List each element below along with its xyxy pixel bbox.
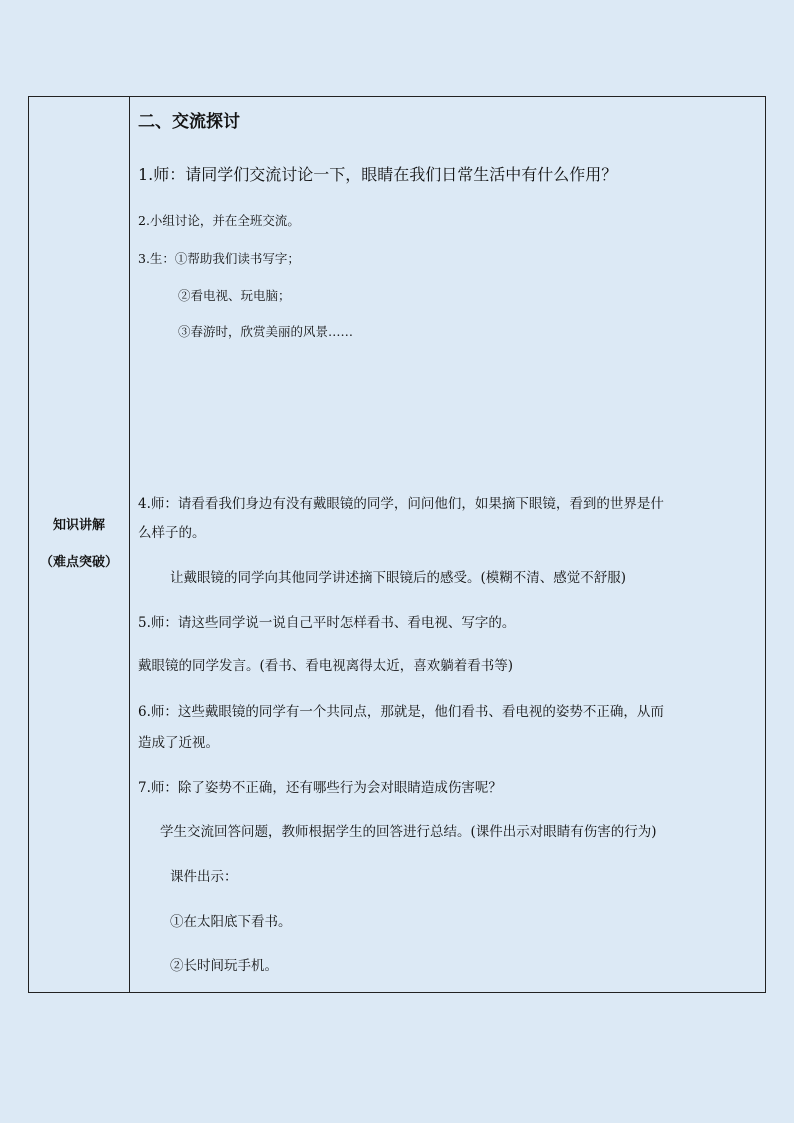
paragraph-7: 7.师：除了姿势不正确，还有哪些行为会对眼睛造成伤害呢？ [138,780,502,796]
paragraph-5-detail: 戴眼镜的同学发言。(看书、看电视离得太近，喜欢躺着看书等) [138,658,514,674]
paragraph-2: 2.小组讨论，并在全班交流。 [138,213,300,228]
content-heading: 二、交流探讨 [138,112,240,132]
paragraph-4-line-2: 么样子的。 [138,525,206,541]
courseware-label: 课件出示： [170,869,238,885]
section-label-cell [29,97,130,992]
paragraph-3-item-2: ②看电视、玩电脑； [178,288,291,303]
courseware-item-1: ①在太阳底下看书。 [170,914,292,930]
content-cell [130,97,765,992]
section-subtitle: （难点突破） [39,555,118,570]
lesson-table [28,96,766,993]
paragraph-3: 3.生：①帮助我们读书写字； [138,251,300,266]
paragraph-1: 1.师：请同学们交流讨论一下，眼睛在我们日常生活中有什么作用？ [138,165,618,184]
paragraph-5: 5.师：请这些同学说一说自己平时怎样看书、看电视、写字的。 [138,615,516,631]
paragraph-6-line-1: 6.师：这些戴眼镜的同学有一个共同点，那就是，他们看书、看电视的姿势不正确，从而 [138,704,664,720]
courseware-item-2: ②长时间玩手机。 [170,958,278,974]
paragraph-3-item-3: ③春游时，欣赏美丽的风景…… [178,324,354,339]
paragraph-6-line-2: 造成了近视。 [138,735,219,751]
paragraph-4-line-1: 4.师：请看看我们身边有没有戴眼镜的同学，问问他们，如果摘下眼镜，看到的世界是什 [138,496,664,512]
section-title: 知识讲解 [52,518,105,533]
paragraph-7-summary: 学生交流回答问题，教师根据学生的回答进行总结。(课件出示对眼睛有伤害的行为) [160,824,657,840]
paragraph-4-detail: 让戴眼镜的同学向其他同学讲述摘下眼镜后的感受。(模糊不清、感觉不舒服) [170,570,627,586]
